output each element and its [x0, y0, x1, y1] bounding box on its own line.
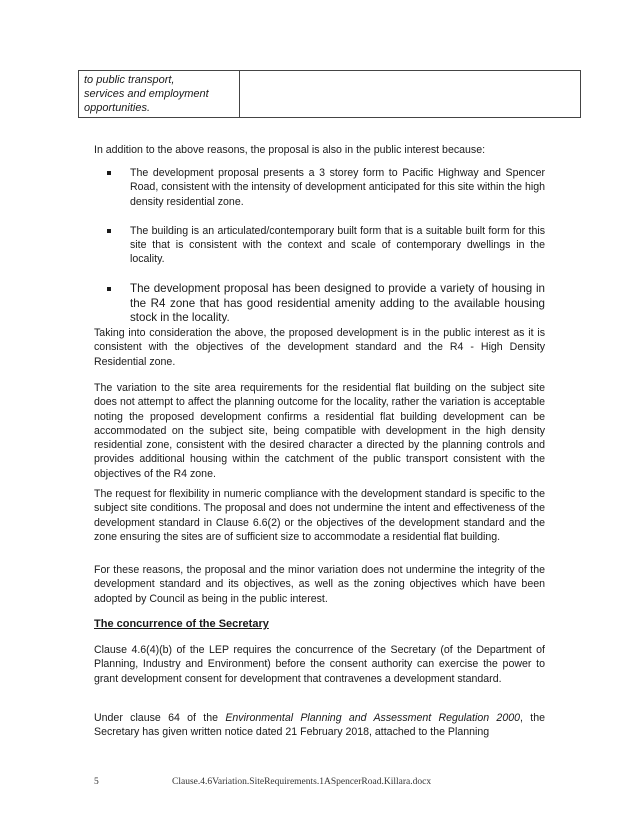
bullet-text: The development proposal presents a 3 storey form to Pacific Highway and Spencer Road, consistent with the intensity of development anticipated for this site within the high density residential zone.	[130, 167, 545, 208]
bullet-item	[94, 224, 545, 267]
bullet-text: The building is an articulated/contemporary built form that is a suitable built form for this site that is consistent with the context and scale of contemporary dwellings in the locality.	[130, 224, 545, 266]
bullet-item	[94, 166, 545, 209]
public-interest-bullet-list	[94, 166, 545, 341]
table-cell-line: to public transport,	[84, 74, 175, 86]
intro-paragraph: In addition to the above reasons, the proposal is also in the public interest because:	[94, 144, 486, 156]
regulation-title: Environmental Planning and Assessment Regulation 2000	[225, 712, 521, 724]
table-left-cell	[79, 71, 240, 118]
body-paragraph: Taking into consideration the above, the proposed development is in the public interest as it is consistent with the objectives of the development standard and the R4 - High Density Residential zone.	[94, 327, 545, 368]
body-paragraph: The request for flexibility in numeric compliance with the development standard is specific to the subject site conditions. The proposal and does not undermine the intent and effectiveness of the development standard in Clause 6.6(2) or the objectives of the development standard and the zone ensuring the sites are of sufficient size to accommodate a residential flat building.	[94, 488, 545, 543]
body-paragraph-last	[94, 711, 545, 740]
table-right-cell	[240, 71, 581, 118]
square-bullet-icon	[107, 171, 111, 175]
last-paragraph-text: Under clause 64 of the	[94, 712, 226, 724]
square-bullet-icon	[107, 287, 111, 291]
body-paragraph: For these reasons, the proposal and the minor variation does not undermine the integrity of the development standard and its objectives, as well as the zoning objectives which have been adopted by Council as being in the public interest.	[94, 564, 545, 605]
table-cell-line: opportunities.	[84, 102, 151, 114]
table-row	[79, 71, 581, 118]
continued-table	[78, 70, 581, 118]
last-paragraph-text: , the Secretary has given written notice dated 21 February 2018, attached to the Planning	[94, 712, 545, 739]
body-paragraph: The variation to the site area requirements for the residential flat building on the subject site does not attempt to affect the planning outcome for the locality, rather the variation is acceptable noting the proposed development confirms a residential flat building development can be accommodated on the subject site, being compatible with development in the high density residential zone, consistent with the desired character a directed by the planning controls and provides additional housing within the catchment of the public transport consistent with the objectives of the R4 zone.	[94, 382, 545, 480]
section-heading: The concurrence of the Secretary	[94, 618, 269, 630]
page-number: 5	[94, 777, 99, 787]
footer-filename: Clause.4.6Variation.SiteRequirements.1ASpencerRoad.Killara.docx	[172, 777, 432, 787]
table-cell-line: services and employment	[84, 88, 209, 100]
bullet-text: The development proposal has been designed to provide a variety of housing in the R4 zone that has good residential amenity adding to the available housing stock in the locality.	[130, 281, 545, 325]
square-bullet-icon	[107, 229, 111, 233]
concurrence-paragraph: Clause 4.6(4)(b) of the LEP requires the concurrence of the Secretary (of the Department of Planning, Industry and Environment) before the consent authority can exercise the power to grant development consent for development that contravenes a development standard.	[94, 644, 545, 685]
bullet-item	[94, 282, 545, 326]
